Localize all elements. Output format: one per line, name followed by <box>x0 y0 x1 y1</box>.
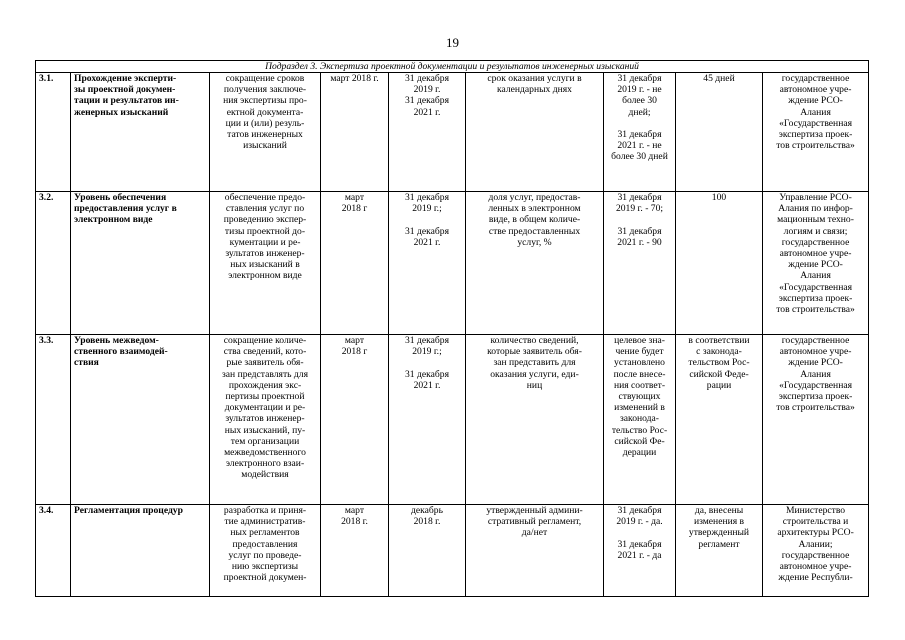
table-row <box>36 73 869 192</box>
end-date: 31 декабря 2019 г.; 31 декабря 2021 г. <box>405 192 449 248</box>
executor-text: Управление РСО- Алания по инфор- мационным техно- логиям и связи; государственное автономное учре- ждение РСО- Алания «Государственная экспертиза проек- тов строительства» <box>776 192 855 316</box>
current-value: 100 <box>711 192 727 203</box>
measure-text: сокращение сроков получения заключе- ния экспертизы про- ектной документа- ции и (или) резуль- татов инженерных изысканий <box>223 73 307 152</box>
end-date: 31 декабря 2019 г.; 31 декабря 2021 г. <box>405 335 449 391</box>
start-date: март 2018 г <box>341 335 368 358</box>
start-date: март 2018 г. <box>341 505 368 528</box>
row-number: 3.2. <box>36 192 71 335</box>
start-date: март 2018 г <box>341 192 368 215</box>
indicator-text: утвержденный админи- стративный регламент, да/нет <box>486 505 583 539</box>
indicator-name: Регламентация процедур <box>74 505 183 516</box>
indicator-text: доля услуг, предостав- ленных в электронном виде, в общем количе- стве предоставленных услуг, % <box>488 192 581 248</box>
section-header-row <box>36 61 869 73</box>
executor-text: Министерство строительства и архитектуры РСО- Алании; государственное автономное учре- ждение Республи- <box>777 505 854 584</box>
start-date: март 2018 г. <box>330 73 379 84</box>
executor-text: государственное автономное учре- ждение РСО- Алания «Государственная экспертиза проек- тов строительства» <box>776 335 855 414</box>
target-value: целевое зна- чение будет установлено после внесе- ния соответ- ствующих изменений в законода- тельство Рос- сийской Фе- дерации <box>611 335 668 459</box>
row-number: 3.3. <box>36 335 71 505</box>
current-value: в соответствии с законода- тельством Рос- сийской Феде- рации <box>688 335 750 391</box>
target-value: 31 декабря 2019 г. - 70; 31 декабря 2021 г. - 90 <box>615 192 664 248</box>
measure-text: разработка и приня- тие административ- ных регламентов предоставления услуг по проведе- нию экспертизы проектной докумен- <box>223 505 307 584</box>
measure-text: сокращение количе- ства сведений, кото- рые заявитель обя- зан представлять для прохождения экс- пертизы проектной документации и ре- зультатов инженер- ных изысканий, пу- тем организации межведомственного электронного взаи- модействия <box>221 335 308 481</box>
indicator-text: количество сведений, которые заявитель обя- зан представить для оказания услуги, еди- ниц <box>487 335 582 391</box>
table-row <box>36 505 869 597</box>
indicator-name: Уровень межведом- ственного взаимодей- ствия <box>74 335 168 369</box>
target-value: 31 декабря 2019 г. - да. 31 декабря 2021 г. - да <box>616 505 663 561</box>
table-row <box>36 192 869 335</box>
measure-text: обеспечение предо- ставления услуг по проведению экспер- тизы проектной до- кументации и ре- зультатов инженер- ных изысканий в электронном виде <box>223 192 307 282</box>
executor-text: государственное автономное учре- ждение РСО- Алания «Государственная экспертиза проек- тов строительства» <box>776 73 855 152</box>
indicator-text: срок оказания услуги в календарных днях <box>487 73 582 96</box>
row-number: 3.4. <box>36 505 71 597</box>
table-row <box>36 335 869 505</box>
measures-table <box>35 60 869 597</box>
target-value: 31 декабря 2019 г. - не более 30 дней; 31 декабря 2021 г. - не более 30 дней <box>611 73 668 163</box>
page-number: 19 <box>446 35 459 50</box>
indicator-name: Уровень обеспечения предоставления услуг в электронном виде <box>74 192 177 226</box>
section-title: Подраздел 3. Экспертиза проектной документации и результатов инженерных изысканий <box>36 61 869 73</box>
current-value: 45 дней <box>703 73 735 84</box>
end-date: 31 декабря 2019 г. 31 декабря 2021 г. <box>405 73 449 118</box>
end-date: декабрь 2018 г. <box>411 505 443 528</box>
current-value: да, внесены изменения в утвержденный регламент <box>688 505 750 550</box>
row-number: 3.1. <box>36 73 71 192</box>
indicator-name: Прохождение эксперти- зы проектной докумен- тации и результатов ин- женерных изысканий <box>74 73 179 118</box>
